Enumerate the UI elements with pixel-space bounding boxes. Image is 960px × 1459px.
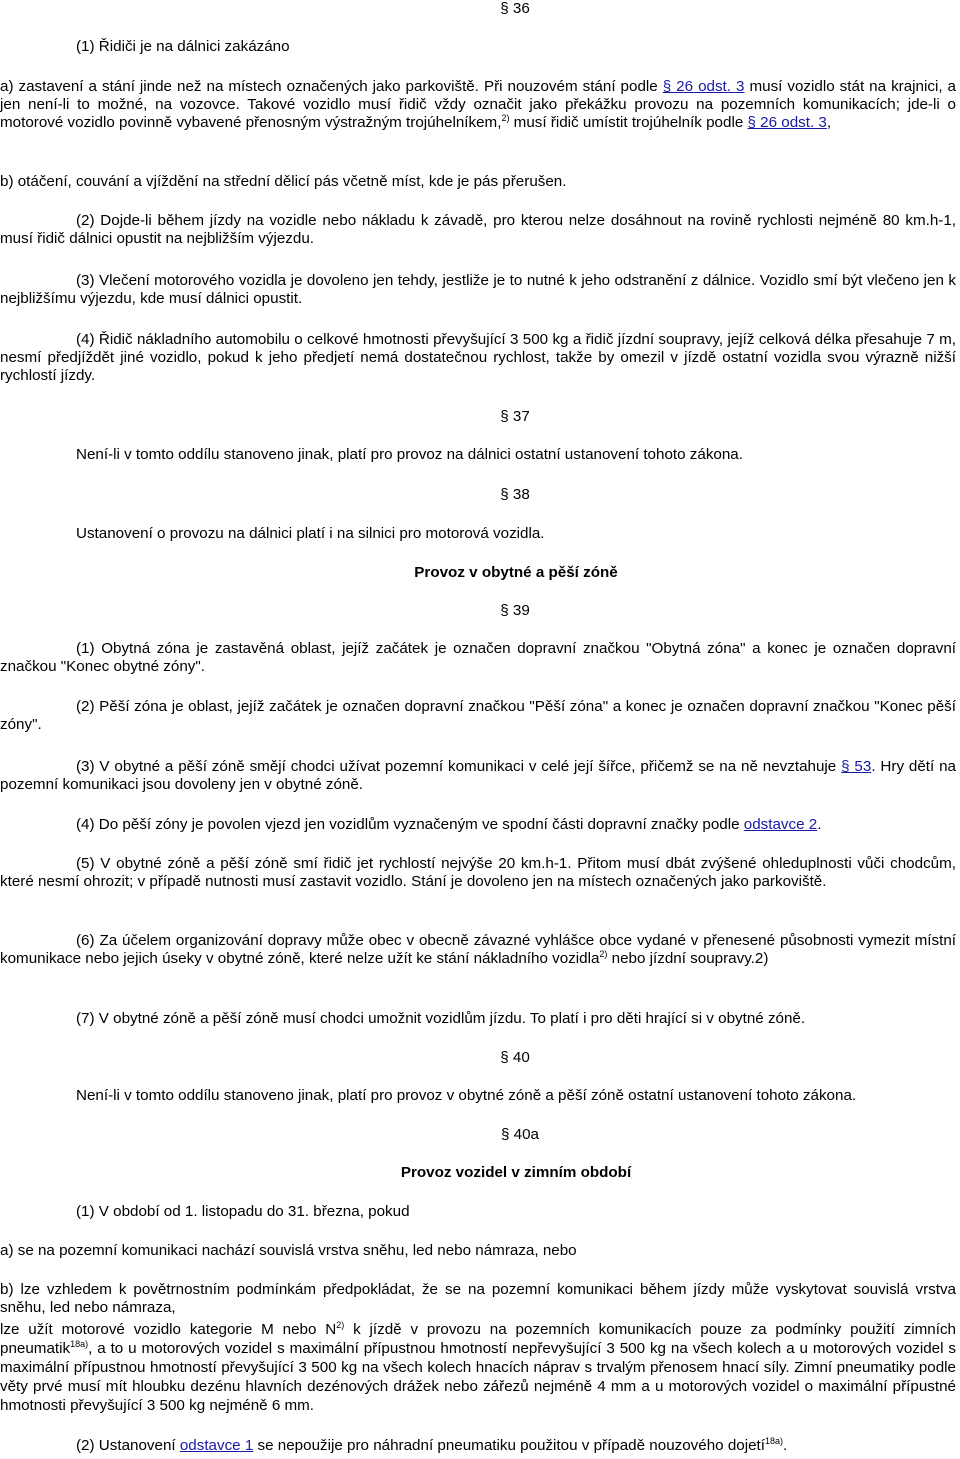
paragraph-36-1b: b) otáčení, couvání a vjíždění na střední dělicí pás včetně míst, kde je pás přerušen. xyxy=(0,173,567,190)
paragraph-39-6: (6) Za účelem organizování dopravy může obec v obecně závazné vyhlášce obce vydané v přenesené působnosti vymezit místní komunikace nebo jejich úseky v obytné zóně, které nelze užít ke stání nákladního vozidla$^{2)}$ nebo jízdní soupravy.2) xyxy=(0,932,956,967)
paragraph-40a-1: (1) V období od 1. listopadu do 31. března, pokud xyxy=(76,1203,410,1220)
footnote-ref: 18a) xyxy=(70,1339,89,1349)
footnote-ref: 18a) xyxy=(765,1436,784,1446)
footnote-ref: 2) xyxy=(599,949,608,959)
section-number-38: § 38 xyxy=(500,486,530,503)
link-26-odst-3[interactable]: § 26 odst. 3 xyxy=(662,78,745,95)
paragraph-36-4: (4) Řidič nákladního automobilu o celkové hmotnosti převyšující 3 500 kg a řidič jízdní soupravy, jejíž celková délka přesahuje 7 m, nesmí předjíždět jiné vozidlo, pokud k jeho předjetí nemá dostatečnou rychlost, takže by omezil v jízdě ostatní vozidla svou výrazně nižší rychlostí jízdy. xyxy=(0,331,956,384)
link-odstavce-1[interactable]: odstavce 1 xyxy=(179,1437,254,1454)
paragraph-36-2: (2) Dojde-li během jízdy na vozidle nebo nákladu k závadě, pro kterou nelze dosáhnout na rovině rychlosti nejméně 80 km.h-1, musí řidič dálnici opustit na nejbližším výjezdu. xyxy=(0,212,956,247)
paragraph-39-5: (5) V obytné zóně a pěší zóně smí řidič jet rychlostí nejvýše 20 km.h-1. Přitom musí dbát zvýšené ohleduplnosti vůči chodcům, které nesmí ohrozit; v případě nutnosti musí zastavit vozidlo. Stání je dovoleno jen na místech označených jako parkoviště. xyxy=(0,855,956,890)
footnote-ref: 2) xyxy=(336,1320,345,1330)
paragraph-36-1: (1) Řidiči je na dálnici zakázáno xyxy=(76,38,290,55)
section-number-40: § 40 xyxy=(500,1049,530,1066)
section-number-37: § 37 xyxy=(500,408,530,425)
paragraph-36-3: (3) Vlečení motorového vozidla je dovoleno jen tehdy, jestliže je to nutné k jeho odstranění z dálnice. Vozidlo smí být vlečeno jen k nejbližšímu výjezdu, kde musí dálnici opustit. xyxy=(0,272,956,307)
paragraph-38: Ustanovení o provozu na dálnici platí i na silnici pro motorová vozidla. xyxy=(76,525,545,542)
paragraph-39-2: (2) Pěší zóna je oblast, jejíž začátek je označen dopravní značkou "Pěší zóna" a konec je označen dopravní značkou "Konec pěší zóny". xyxy=(0,698,956,733)
paragraph-40a-1a: a) se na pozemní komunikaci nachází souvislá vrstva sněhu, led nebo námraza, nebo xyxy=(0,1242,577,1259)
paragraph-39-1: (1) Obytná zóna je zastavěná oblast, jejíž začátek je označen dopravní značkou "Obytná zóna" a konec je označen dopravní značkou "Konec obytné zóny". xyxy=(0,640,956,675)
heading-zimni-obdobi: Provoz vozidel v zimním období xyxy=(400,1164,632,1181)
paragraph-39-7: (7) V obytné zóně a pěší zóně musí chodci umožnit vozidlům jízdu. To platí i pro děti hrající si v obytné zóně. xyxy=(76,1010,806,1027)
paragraph-36-1a: a) zastavení a stání jinde než na místech označených jako parkoviště. Při nouzovém stání podle § 26 odst. 3 musí vozidlo stát na krajnici, a jen není-li to možné, na vozovce. Takové vozidlo musí řidič vždy označit jako překážku provozu na pozemních komunikacích; jde-li o motorové vozidlo povinně vybavené přenosným výstražným trojúhelníkem,$^{2)}$ musí řidič umístit trojúhelník podle § 26 odst. 3, xyxy=(0,78,957,131)
paragraph-40a-1b: b) lze vzhledem k povětrnostním podmínkám předpokládat, že se na pozemní komunikaci během jízdy může vyskytovat souvislá vrstva sněhu, led nebo námraza, xyxy=(0,1281,956,1316)
section-number-36: § 36 xyxy=(500,0,530,17)
paragraph-40a-1c: lze užít motorové vozidlo kategorie M nebo $N^{2)}$ k jízdě v provozu na pozemních komunikacích pouze za podmínky použití zimních pneumatik$^{18a)}$, a to u motorových vozidel s maximální přípustnou hmotností nepřevyšující 3 500 kg na všech kolech a u motorových vozidel s maximální přípustnou hmotností převyšující 3 500 kg na všech kolech hnacích náprav s trvalým přenosem hnací síly. Zimní pneumatiky podle věty prvé musí mít hloubku dezénu hlavních dezénových drážek nebo zářezů nejméně 4 mm a u motorových vozidel o maximální přípustné hmotnosti převyšující 3 500 kg nejméně 6 mm. xyxy=(0,1320,956,1414)
footnote-ref: 2) xyxy=(501,113,510,123)
paragraph-39-3: (3) V obytné a pěší zóně smějí chodci užívat pozemní komunikaci v celé její šířce, přičemž se na ně nevztahuje § 53. Hry dětí na pozemní komunikaci jsou dovoleny jen v obytné zóně. xyxy=(0,758,956,793)
section-number-40a: § 40a xyxy=(500,1126,539,1143)
link-26-odst-3[interactable]: § 26 odst. 3 xyxy=(747,114,827,131)
section-number-39: § 39 xyxy=(500,602,530,619)
paragraph-37: Není-li v tomto oddílu stanoveno jinak, platí pro provoz na dálnici ostatní ustanovení tohoto zákona. xyxy=(76,446,743,463)
paragraph-40a-2: (2) Ustanovení odstavce 1 se nepoužije pro náhradní pneumatiku použitou v případě nouzového dojetí$^{18a)}$. xyxy=(76,1436,788,1454)
paragraph-40: Není-li v tomto oddílu stanoveno jinak, platí pro provoz v obytné zóně a pěší zóně ostatní ustanovení tohoto zákona. xyxy=(76,1087,857,1104)
paragraph-39-4: (4) Do pěší zóny je povolen vjezd jen vozidlům vyznačeným ve spodní části dopravní značky podle odstavce 2. xyxy=(76,816,822,833)
link-odstavce-2[interactable]: odstavce 2 xyxy=(743,816,818,833)
link-53[interactable]: § 53 xyxy=(841,758,872,775)
heading-obytna-zona: Provoz v obytné a pěší zóně xyxy=(414,564,618,581)
